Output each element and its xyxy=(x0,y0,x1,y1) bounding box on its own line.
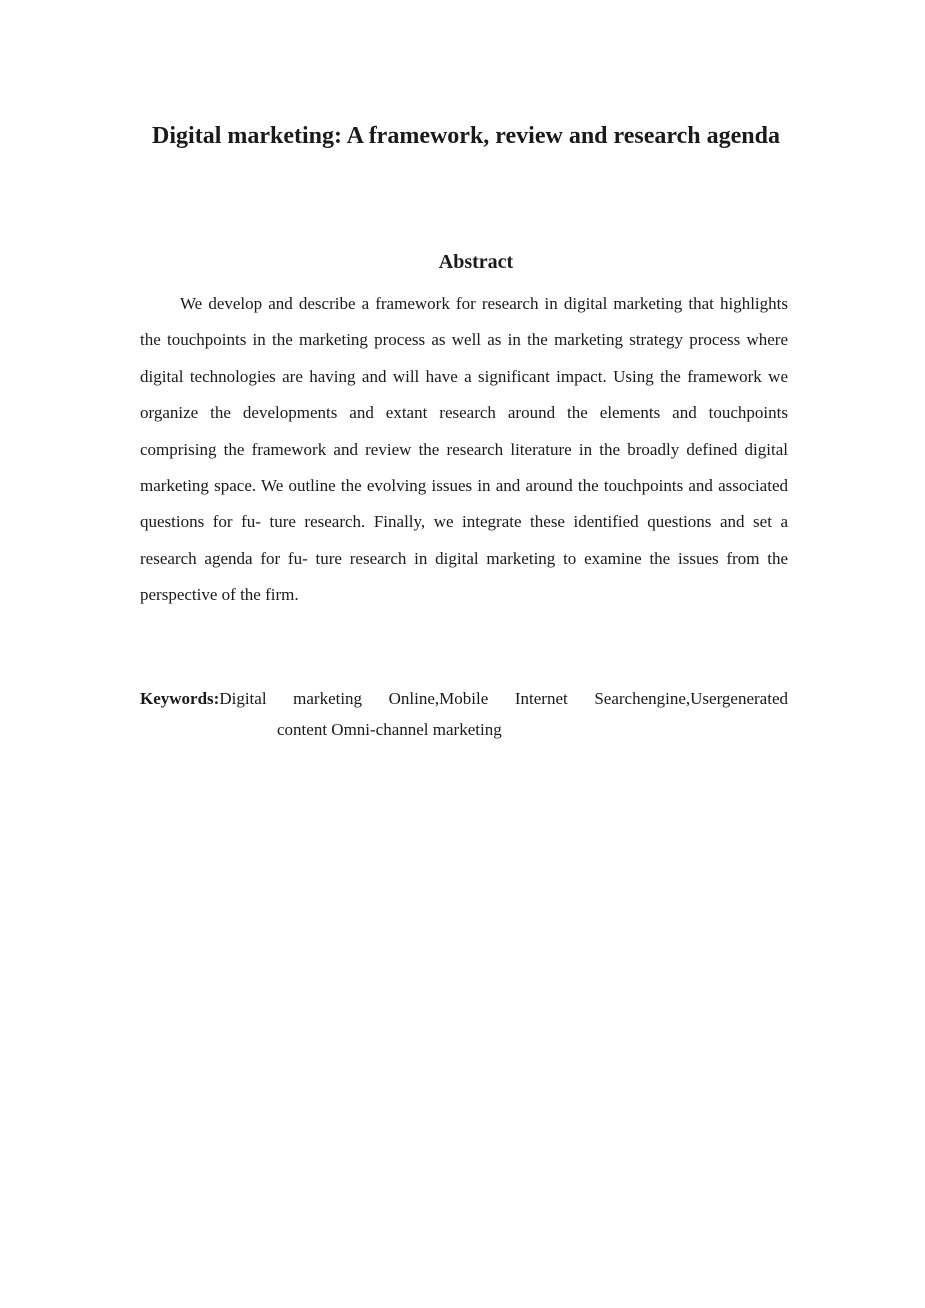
keywords-label: Keywords: xyxy=(140,689,220,708)
keywords-line-2: content Omni-channel marketing xyxy=(277,720,502,739)
abstract-heading: Abstract xyxy=(438,251,514,273)
abstract-text: We develop and describe a framework for research in digital marketing that highlights the touchpoints in the marketing process as well as in the marketing strategy process where digital technologies are having and will have a significant impact. Using the framework we organize the developments and extant research around the elements and touchpoints comprising the framework and review the research literature in the broadly defined digital marketing space. We outline the evolving issues in and around the touchpoints and associated questions for fu- ture research. Finally, we integrate these identified questions and set a research agenda for fu- ture research in digital marketing to examine the issues from the perspective of the firm. xyxy=(140,294,788,605)
keywords-row xyxy=(140,683,788,714)
keywords-section xyxy=(140,683,788,745)
paper-title: Digital marketing: A framework, review and research agenda xyxy=(152,123,780,149)
keywords-line-1: Digital marketing Online,Mobile Internet Searchengine,Usergenerated xyxy=(219,689,788,708)
